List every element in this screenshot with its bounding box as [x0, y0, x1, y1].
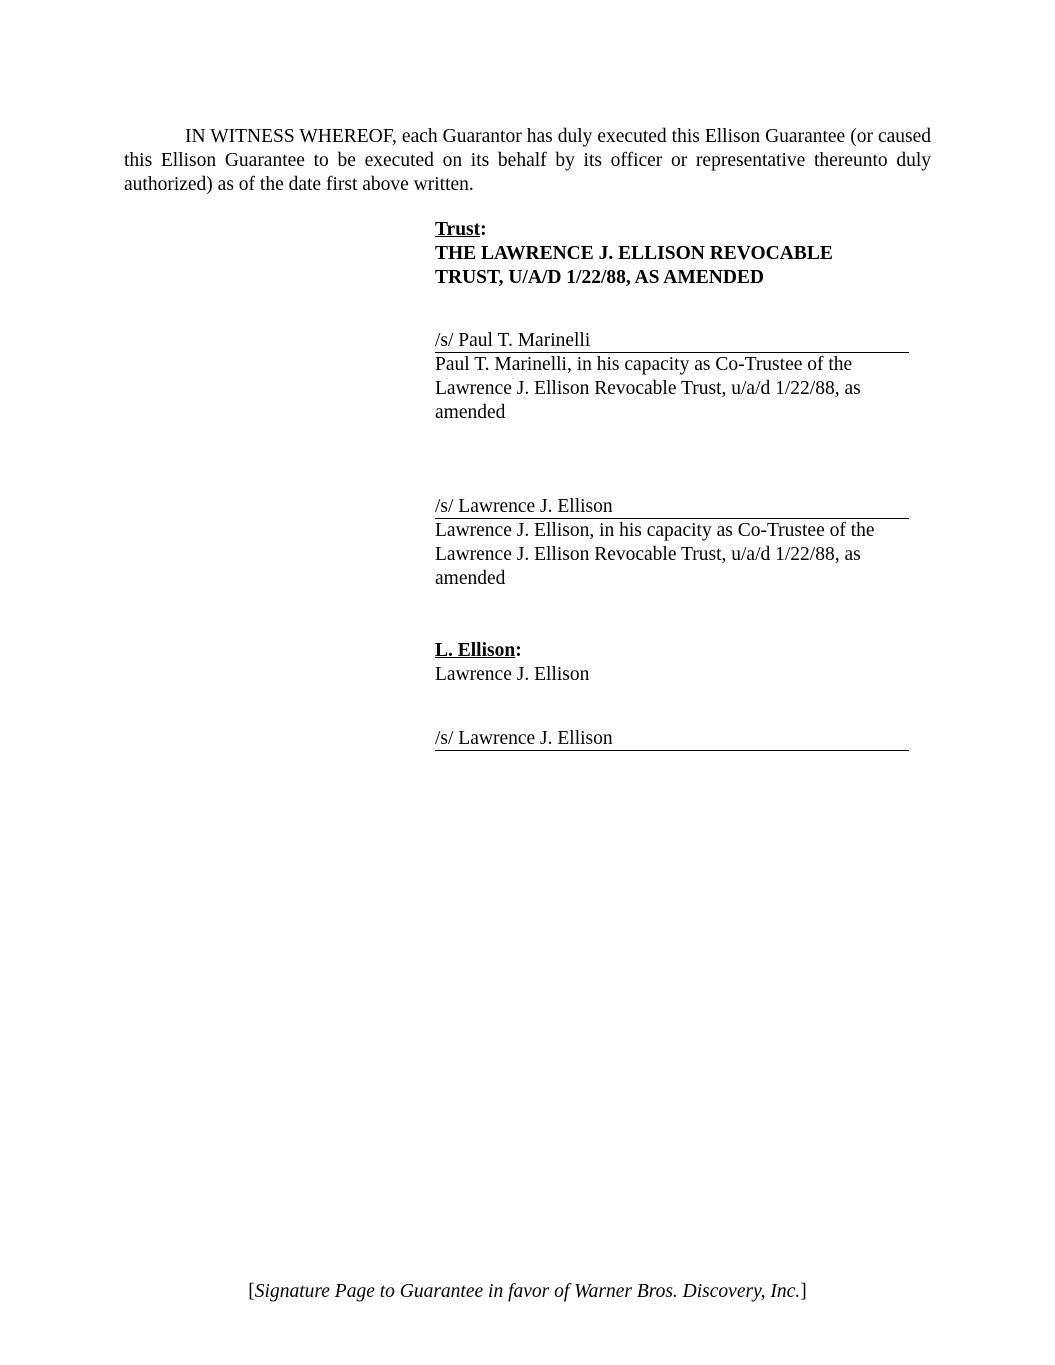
ellison-name: Lawrence J. Ellison [435, 664, 590, 685]
footer-open-bracket: [ [248, 1281, 255, 1302]
signature-line-ellison-trustee: /s/ Lawrence J. Ellison [435, 496, 909, 519]
signature-block-ellison-individual [435, 728, 915, 751]
signature-caption-marinelli: Paul T. Marinelli, in his capacity as Co-Trustee of the Lawrence J. Ellison Revocable Trust, u/a/d 1/22/88, as amended [435, 354, 861, 423]
footer-text: Signature Page to Guarantee in favor of Warner Bros. Discovery, Inc. [254, 1281, 801, 1302]
ellison-heading-colon: : [515, 640, 522, 661]
trust-heading-label: Trust [435, 219, 481, 240]
signature-block-ellison-trustee [435, 496, 915, 591]
trust-entity-name: THE LAWRENCE J. ELLISON REVOCABLE TRUST, U/A/D 1/22/88, AS AMENDED [435, 243, 833, 288]
footer-close-bracket: ] [800, 1281, 807, 1302]
trust-heading [435, 218, 915, 242]
trust-heading-colon: : [480, 219, 487, 240]
ellison-heading-label: L. Ellison [435, 640, 516, 661]
trust-signature-block [435, 218, 915, 290]
signature-line-ellison-individual: /s/ Lawrence J. Ellison [435, 728, 909, 751]
signature-block-marinelli [435, 330, 915, 425]
page-footer [0, 1280, 1055, 1304]
ellison-heading [435, 639, 915, 663]
signature-caption-ellison-trustee: Lawrence J. Ellison, in his capacity as Co-Trustee of the Lawrence J. Ellison Revocable Trust, u/a/d 1/22/88, as amended [435, 520, 875, 589]
ellison-signature-block [435, 639, 915, 687]
witness-paragraph: IN WITNESS WHEREOF, each Guarantor has duly executed this Ellison Guarantee (or caused this Ellison Guarantee to be executed on its behalf by its officer or representative thereunto duly authorized) as of the date first above written. [124, 126, 931, 195]
signature-line-marinelli: /s/ Paul T. Marinelli [435, 330, 909, 353]
